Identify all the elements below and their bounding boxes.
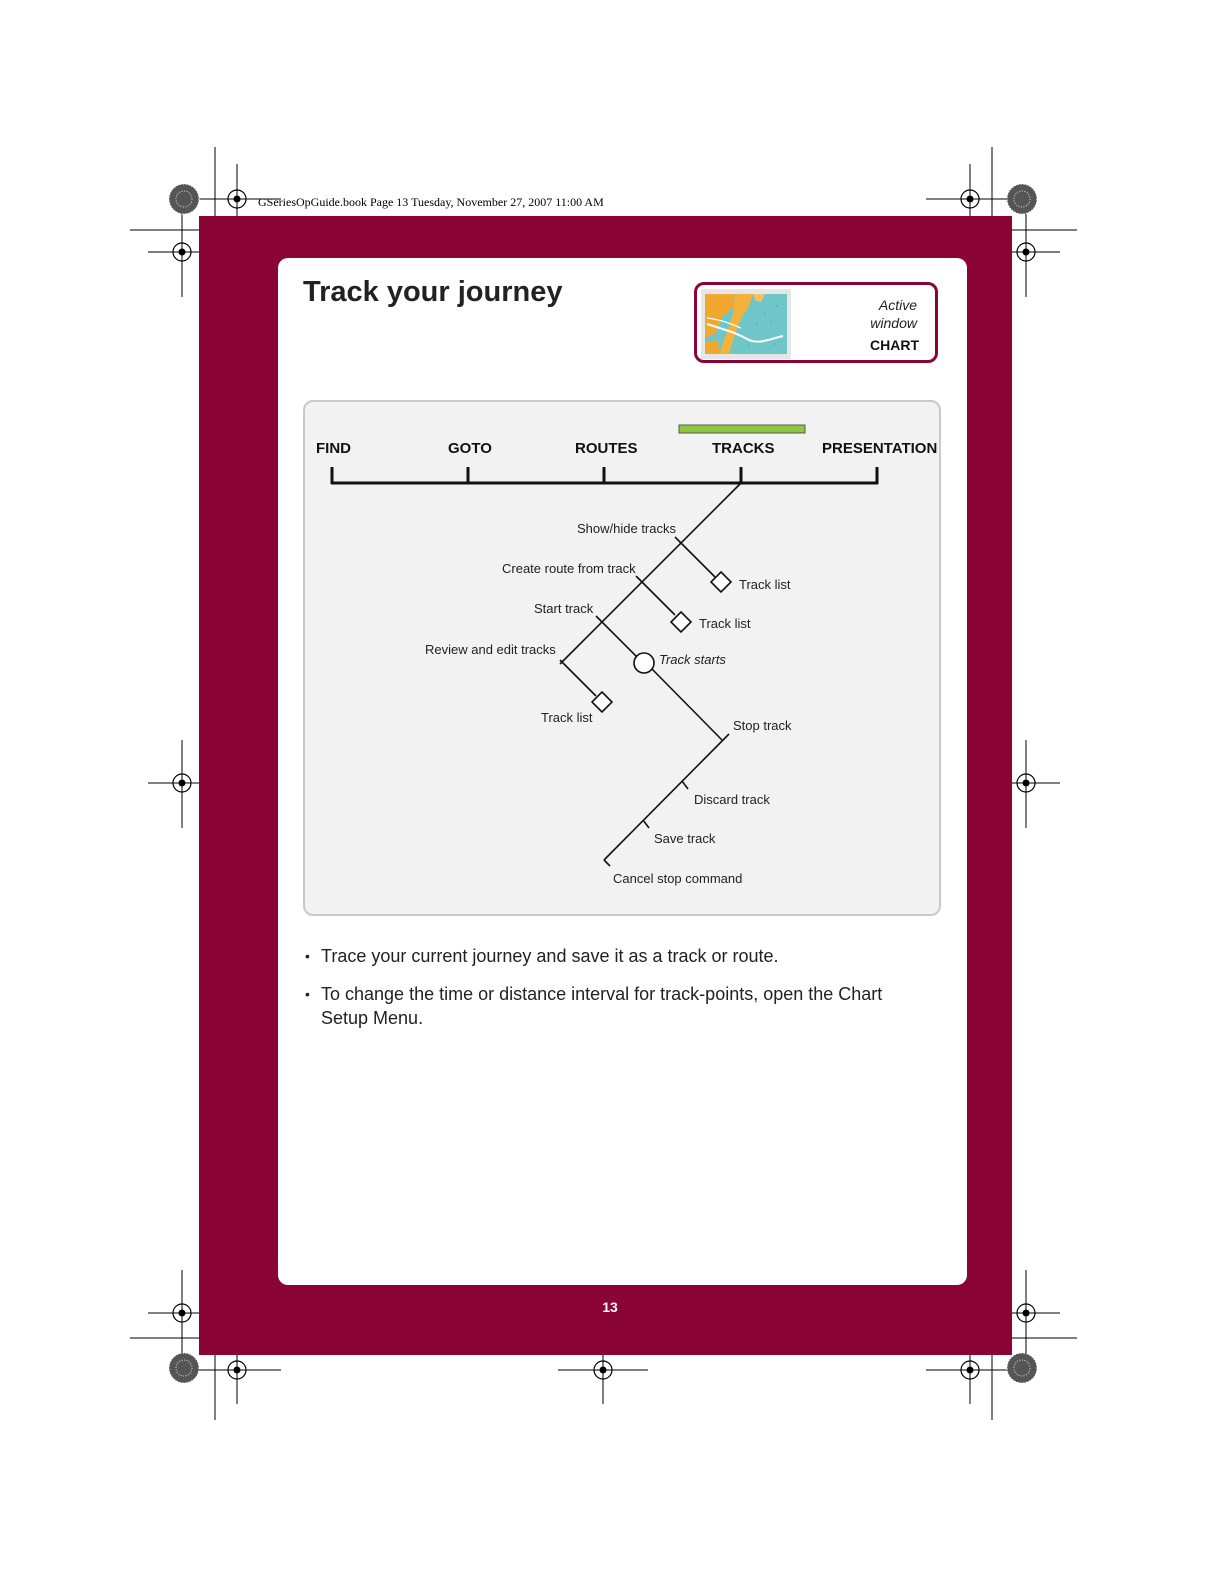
menu-presentation[interactable]: PRESENTATION: [822, 440, 938, 457]
bullet-dot: •: [305, 986, 310, 1002]
review-edit-label: Review and edit tracks: [425, 642, 556, 657]
page-title: Track your journey: [303, 276, 563, 308]
track-list-label-2: Track list: [699, 616, 751, 631]
create-route-label: Create route from track: [502, 561, 636, 576]
bullet-text-2: To change the time or distance interval for track-points, open the Chart Setup Menu.: [321, 984, 883, 1028]
cancel-stop-label: Cancel stop command: [613, 871, 743, 886]
print-header: GSeriesOpGuide.book Page 13 Tuesday, November 27, 2007 11:00 AM: [258, 195, 604, 209]
menu-tracks[interactable]: TRACKS: [712, 440, 775, 457]
bullet-dot: •: [305, 948, 310, 964]
track-list-label-1: Track list: [739, 577, 791, 592]
track-starts-node: [634, 653, 654, 673]
page-number: 13: [602, 1299, 618, 1315]
menu-find[interactable]: FIND: [316, 440, 351, 457]
menu-routes[interactable]: ROUTES: [575, 440, 638, 457]
active-label-line2: window: [870, 315, 917, 331]
active-label-line1: Active: [878, 297, 917, 313]
bullet-item-1: [305, 944, 925, 968]
track-starts-label: Track starts: [659, 652, 726, 667]
save-track-label: Save track: [654, 831, 716, 846]
tracks-highlight-bar: [679, 425, 805, 433]
bullet-text-1: Trace your current journey and save it as a track or route.: [321, 946, 779, 966]
start-track-label: Start track: [534, 601, 594, 616]
track-list-label-3: Track list: [541, 710, 593, 725]
bullet-item-2: [305, 982, 925, 1030]
stop-track-label: Stop track: [733, 718, 792, 733]
active-window-name: CHART: [870, 337, 919, 353]
discard-track-label: Discard track: [694, 792, 770, 807]
show-hide-tracks-label: Show/hide tracks: [577, 521, 676, 536]
menu-goto[interactable]: GOTO: [448, 440, 492, 457]
